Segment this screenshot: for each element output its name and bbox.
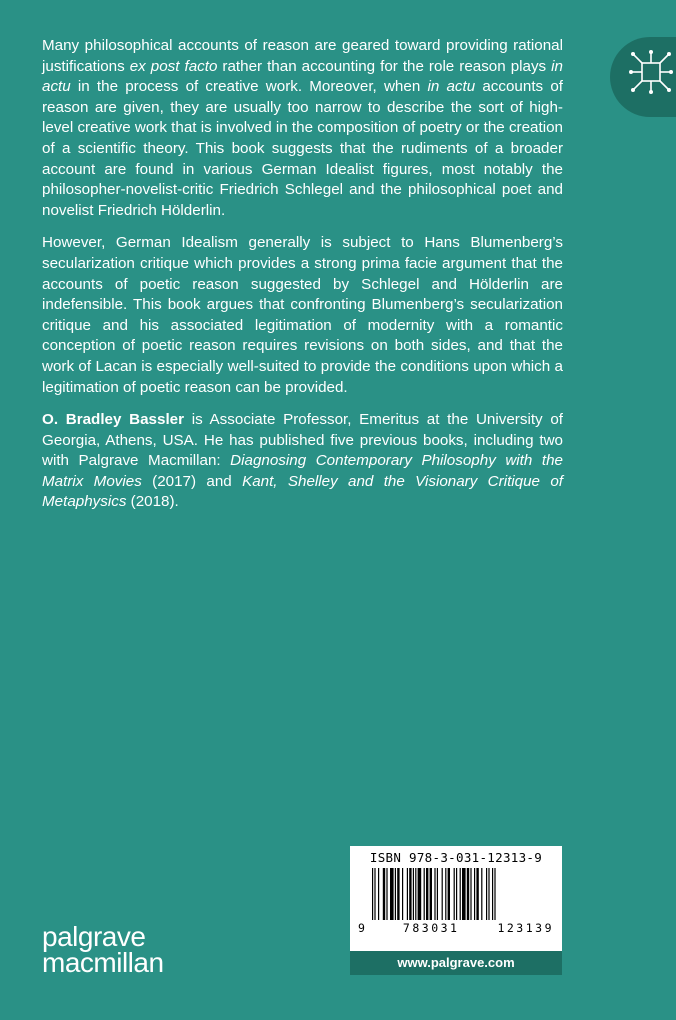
barcode-bar: [467, 868, 469, 920]
logo-line-palgrave: palgrave: [42, 921, 146, 952]
text-run: However, German Idealism generally is subject to Hans Blumenberg’s secularization critique which provides a strong prima facie argument that the accounts of poetic reason suggested by Schlegel and Hölderlin are indefensible. This book argues that confronting Blumenberg’s secularization critique and his associated legitimation of modernity with a romantic conception of poetic reason requires revisions on both sides, and that the work of Lacan is especially well-suited to provide the conditions upon which a legitimation of poetic reason can be provided.: [42, 234, 563, 396]
barcode-bar: [442, 868, 443, 920]
barcode-digits: [358, 921, 554, 935]
barcode-bar: [415, 868, 416, 920]
barcode-bar: [395, 868, 396, 920]
text-run: in the process of creative work. Moreover, when: [70, 78, 428, 96]
palgrave-macmillan-logo: [42, 921, 164, 978]
barcode-bar: [476, 868, 478, 920]
blurb-paragraph-2: [42, 233, 563, 398]
barcode-bar: [372, 868, 373, 920]
isbn-barcode: [350, 846, 562, 975]
barcode-bar: [448, 868, 450, 920]
barcode-bar: [426, 868, 428, 920]
barcode-bar: [488, 868, 489, 920]
barcode-bar: [462, 868, 466, 920]
italic-phrase: Diagnosing Contemporary Philosophy with the Matrix Movies: [42, 452, 563, 490]
barcode-bar: [481, 868, 482, 920]
blurb-paragraph-1: [42, 36, 563, 221]
text-run: (2017) and: [141, 472, 243, 490]
barcode-bars: [372, 868, 540, 920]
barcode-bar: [407, 868, 408, 920]
barcode-bar: [374, 868, 375, 920]
barcode-bar: [437, 868, 438, 920]
barcode-bar: [424, 868, 425, 920]
barcode-bar: [430, 868, 432, 920]
barcode-bar: [474, 868, 475, 920]
barcode-bar: [402, 868, 403, 920]
publisher-url[interactable]: www.palgrave.com: [350, 951, 562, 975]
barcode-bar: [445, 868, 446, 920]
spine-tab: [610, 37, 676, 117]
barcode-bar: [378, 868, 379, 920]
barcode-bar: [486, 868, 487, 920]
barcode-bar: [460, 868, 461, 920]
barcode-bar: [383, 868, 385, 920]
italic-phrase: in actu: [427, 78, 476, 96]
barcode-bar: [386, 868, 387, 920]
barcode-bar: [390, 868, 394, 920]
barcode-bar: [470, 868, 471, 920]
italic-phrase: Kant, Shelley and the Visionary Critique of Metaphysics: [42, 472, 564, 511]
barcode-bar: [409, 868, 411, 920]
barcode-digits-right: 123139: [497, 921, 554, 935]
barcode-bar: [397, 868, 399, 920]
author-name: O. Bradley Bassler: [42, 411, 185, 429]
barcode-bar: [494, 868, 495, 920]
text-run: rather than accounting for the role reason plays: [217, 57, 552, 75]
logo-line-macmillan: macmillan: [42, 947, 164, 978]
palgrave-network-icon: [628, 49, 674, 95]
barcode-bar: [434, 868, 435, 920]
italic-phrase: in actu: [42, 57, 563, 96]
barcode-bar: [413, 868, 414, 920]
text-run: Many philosophical accounts of reason are geared toward providing rational justifications: [42, 37, 563, 75]
barcode-bar: [454, 868, 455, 920]
text-run: accounts of reason are given, they are usually too narrow to describe the sort of high-level creative work that is involved in the composition of poetry or the creation of a scientific theory. This book suggests that the rudiments of a broader account are found in various German Idealist figures, most notably the philosopher-novelist-critic Friedrich Schlegel and the philosophical poet and novelist Friedrich Hölderlin.: [42, 78, 563, 219]
italic-phrase: ex post facto: [129, 57, 218, 75]
barcode-bar: [418, 868, 422, 920]
barcode-digit-lead: 9: [358, 921, 365, 935]
barcode-bar: [492, 868, 493, 920]
barcode-bar: [456, 868, 457, 920]
barcode-digits-left: 783031: [402, 921, 460, 935]
text-run: (2018).: [126, 493, 179, 511]
author-bio: [42, 410, 563, 513]
blurb: [42, 36, 563, 525]
isbn-label: ISBN 978-3-031-12313-9: [369, 850, 543, 865]
text-run: is Associate Professor, Emeritus at the University of Georgia, Athens, USA. He has published five previous books, including two with Palgrave Macmillan:: [42, 411, 563, 470]
